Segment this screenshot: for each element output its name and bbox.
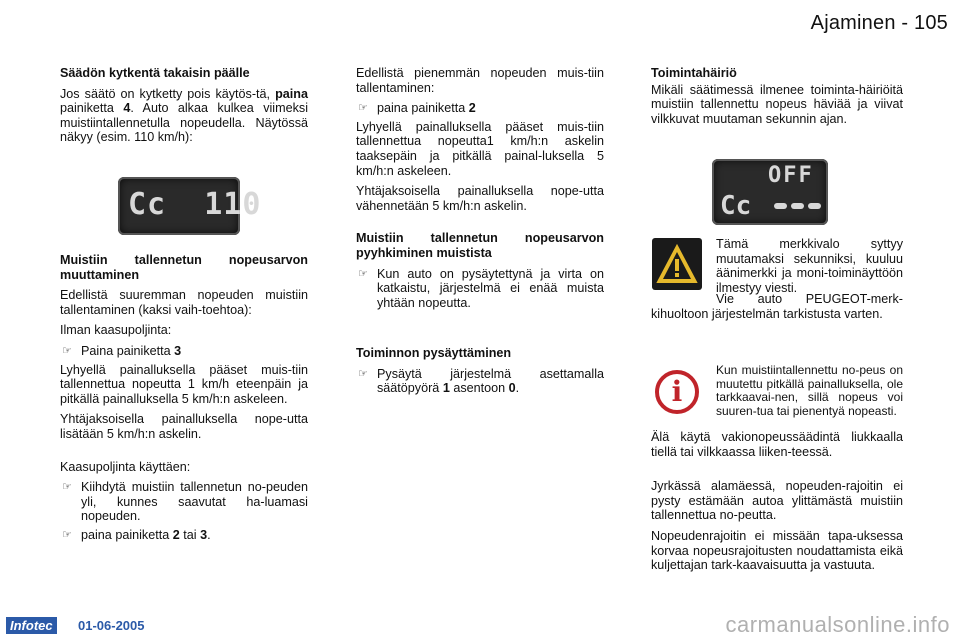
- bullet-press-2: ☞ paina painiketta 2: [358, 101, 476, 116]
- info-icon: i: [655, 370, 699, 414]
- paragraph-no-pedal: Ilman kaasupoljinta:: [60, 323, 172, 338]
- watermark-url: carmanualsonline.info: [725, 612, 950, 637]
- column-2-lower: [356, 346, 604, 400]
- infotec-logo: Infotec: [6, 617, 57, 634]
- bullet-stop: ☞ Pysäytä järjestelmä asettamalla säätöpyörä 1 asentoon 0.: [358, 366, 604, 396]
- paragraph-decrease: Edellistä pienemmän nopeuden muis-tiin tallentaminen:: [356, 66, 604, 95]
- bullet-press-2-or-3: ☞ paina painiketta 2 tai 3.: [62, 527, 211, 542]
- paragraph-limiter-note: Nopeudenrajoitin ei missään tapa-uksessa korvaa nopeusrajoitusten noudattamista eikä kuljettajan tark-kaavaisuutta ja vastuuta.: [651, 528, 903, 573]
- column-3: [651, 66, 903, 132]
- paragraph-short-press-decrease: Lyhyellä painalluksella pääset muis-tiin tallennettua nopeutta1 km/h:n askelin taaksepäin ja pitkällä painal-luksella 5 km/h:n askeleen.: [356, 119, 604, 178]
- paragraph-info: Kun muistiintallennettu no-peus on muutettu pitkällä painalluksella, ole tarkkaavai-nen, sillä nopeus voi suuren-tua tai pienentyä nopeasti.: [716, 363, 903, 418]
- pointing-finger-icon: ☞: [358, 367, 368, 380]
- footer-date: 01-06-2005: [78, 618, 145, 633]
- page-title: Ajaminen - 105: [810, 12, 948, 34]
- display-off-text: OFF: [768, 163, 814, 188]
- column-1-lower: [60, 253, 308, 547]
- bullet-accelerate: ☞ Kiihdytä muistiin tallennetun no-peuden yli, kunnes saavutat ha-luamasi nopeuden.: [62, 480, 308, 524]
- speed-display-110: [118, 177, 262, 235]
- column-3-lower: [651, 430, 903, 579]
- malfunction-display: [712, 159, 828, 225]
- heading-reactivate: Säädön kytkentä takaisin päälle: [60, 66, 250, 80]
- heading-malfunction: Toimintahäiriö: [651, 66, 737, 80]
- warning-light-box: [652, 238, 702, 290]
- display-cc-text: Cc: [720, 191, 752, 221]
- paragraph-with-pedal: Kaasupoljinta käyttäen:: [60, 459, 191, 474]
- heading-change-speed: Muistiin tallennetun nopeusarvon muuttaminen: [60, 253, 308, 282]
- warning-triangle-icon: [652, 238, 702, 290]
- pointing-finger-icon: ☞: [62, 528, 72, 541]
- column-2: [356, 66, 604, 314]
- heading-stop-function: Toiminnon pysäyttäminen: [356, 346, 512, 360]
- paragraph-reactivate: Jos säätö on kytketty pois käytös-tä, paina painiketta 4. Auto alkaa kulkea viimeksi muistiintallennetulla nopeudella. Näytössä näkyy (esim. 110 km/h):: [60, 86, 308, 145]
- paragraph-short-press: Lyhyellä painalluksella pääset muis-tiin tallennettua nopeutta 1 km/h eteenpäin ja pitkällä painalluksella 5 km/h:n askeleen.: [60, 362, 308, 406]
- pointing-finger-icon: ☞: [358, 267, 368, 280]
- display-dashes: [774, 203, 822, 211]
- paragraph-malfunction: Mikäli säätimessä ilmenee toiminta-häiriöitä muistiin tallennettu nopeus häviää ja viivat vilkkuvat muutaman sekunnin ajan.: [651, 82, 903, 126]
- pointing-finger-icon: ☞: [62, 344, 72, 357]
- display-readout: Cc 110: [128, 187, 262, 222]
- column-1: [60, 66, 308, 151]
- column-3-service: [651, 292, 903, 327]
- paragraph-increase: Edellistä suuremman nopeuden muistiin tallentaminen (kaksi vaih-toehtoa):: [60, 288, 308, 317]
- paragraph-continuous-press: Yhtäjaksoisella painalluksella nope-utta lisätään 5 km/h:n askelin.: [60, 412, 308, 441]
- pointing-finger-icon: ☞: [358, 102, 368, 115]
- paragraph-service: Vie auto PEUGEOT-merk-kihuoltoon järjestelmän tarkistusta varten.: [651, 292, 903, 321]
- paragraph-warning-light: Tämä merkkivalo syttyy muutamaksi sekunniksi, kuuluu äänimerkki ja moni-toiminäyttöön ilmestyy viesti.: [716, 237, 903, 295]
- paragraph-continuous-decrease: Yhtäjaksoisella painalluksella nope-utta vähennetään 5 km/h:n askelin.: [356, 184, 604, 213]
- column-3-info-text: [716, 364, 903, 424]
- paragraph-no-slippery: Älä käytä vakionopeussäädintä liukkaalla tiellä tai vilkkaassa liiken-teessä.: [651, 430, 903, 459]
- paragraph-downhill: Jyrkässä alamäessä, nopeuden-rajoitin ei pysty estämään autoa ylittämästä muistiin tallennettua no-peutta.: [651, 479, 903, 523]
- bullet-erase: ☞ Kun auto on pysäytettynä ja virta on katkaistu, järjestelmä ei enää muista yhtään nopeutta.: [358, 266, 604, 310]
- pointing-finger-icon: ☞: [62, 481, 72, 494]
- heading-erase-memory: Muistiin tallennetun nopeusarvon pyyhkiminen muistista: [356, 231, 604, 260]
- bullet-press-3: ☞ Paina painiketta 3: [62, 343, 182, 358]
